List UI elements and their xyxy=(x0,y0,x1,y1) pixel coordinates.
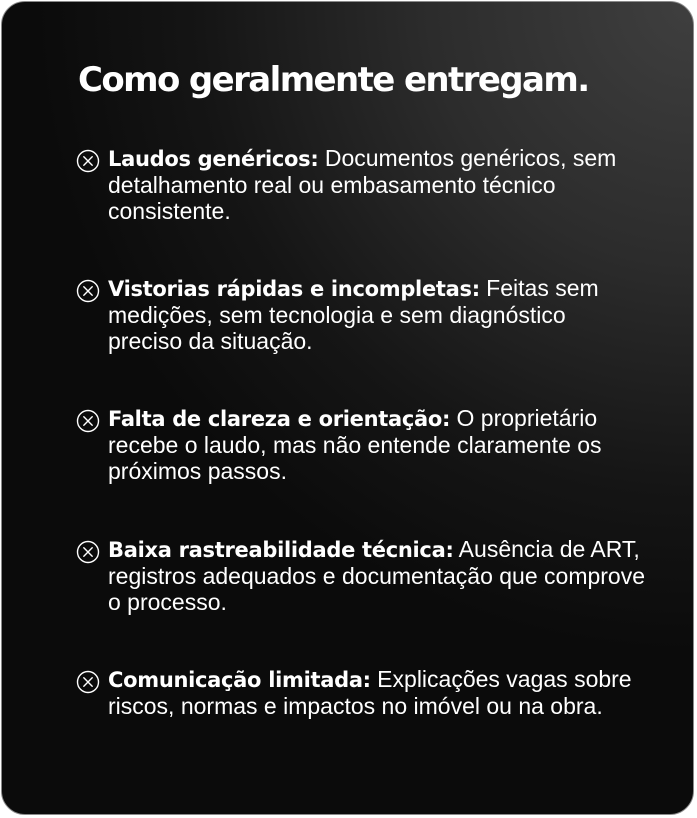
list-item-lead: Falta de clareza e orientação: xyxy=(108,407,451,431)
list-item-text xyxy=(108,536,646,615)
list-item-text xyxy=(108,275,646,354)
list-item-description: Feitas sem medições, sem tecnologia e sem diagnóstico preciso da situação. xyxy=(108,275,599,354)
x-circle-icon xyxy=(76,279,100,303)
x-circle-icon xyxy=(76,409,100,433)
list-item-lead: Baixa rastreabilidade técnica: xyxy=(108,538,454,562)
list-item xyxy=(76,275,646,354)
x-circle-icon xyxy=(76,670,100,694)
list-item xyxy=(76,666,646,719)
list-item-lead: Laudos genéricos: xyxy=(108,147,319,171)
list-item xyxy=(76,405,646,484)
list-item-lead: Comunicação limitada: xyxy=(108,668,371,692)
x-circle-icon xyxy=(76,149,100,173)
list-item xyxy=(76,536,646,615)
list-item-description: Documentos genéricos, sem detalhamento real ou embasamento técnico consistente. xyxy=(108,145,617,224)
comparison-card xyxy=(1,1,694,815)
list-item-description: Explicações vagas sobre riscos, normas e impactos no imóvel ou na obra. xyxy=(108,666,632,719)
list-item-text xyxy=(108,405,646,484)
list-item-description: O proprietário recebe o laudo, mas não entende claramente os próximos passos. xyxy=(108,405,602,484)
card-title: Como geralmente entregam. xyxy=(78,60,589,100)
list-item-description: Ausência de ART, registros adequados e documentação que comprove o processo. xyxy=(108,536,646,615)
list-item xyxy=(76,145,646,224)
list-item-text xyxy=(108,145,646,224)
list-item-text xyxy=(108,666,646,719)
list-item-lead: Vistorias rápidas e incompletas: xyxy=(108,277,480,301)
x-circle-icon xyxy=(76,540,100,564)
